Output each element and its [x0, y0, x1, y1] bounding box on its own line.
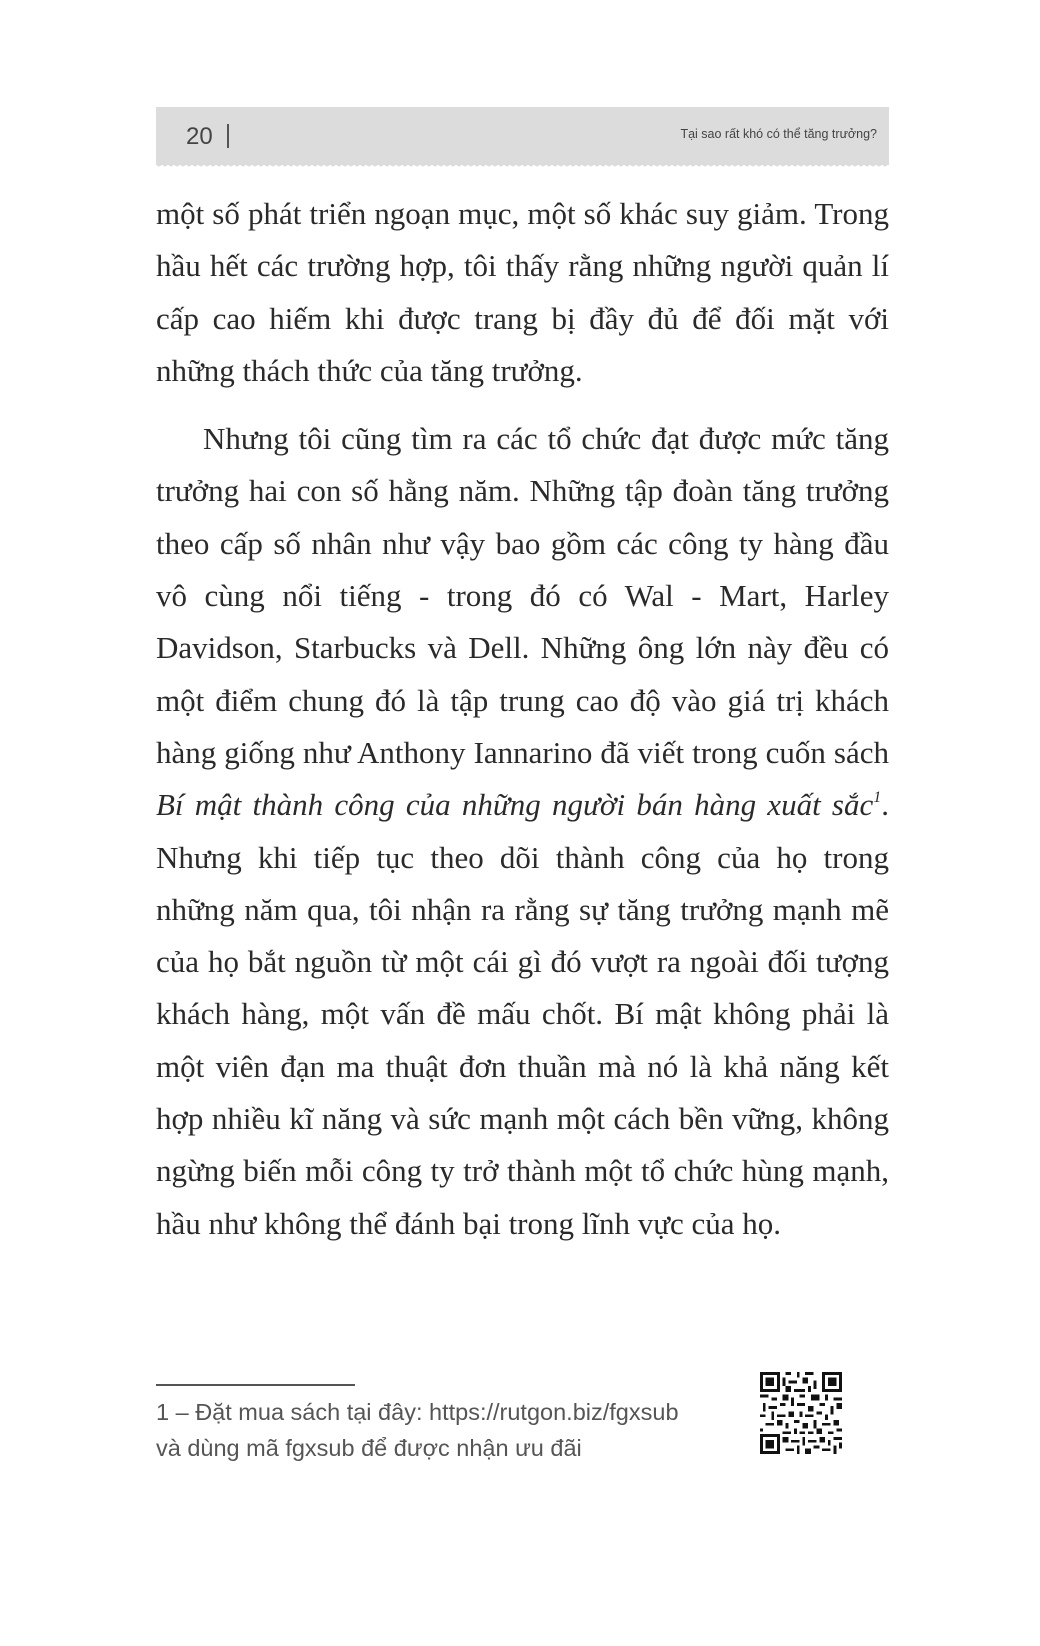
header-divider	[227, 124, 229, 148]
body-text	[156, 188, 889, 1250]
footnote-line-2: và dùng mã fgxsub để được nhận ưu đãi	[156, 1435, 582, 1461]
qr-code-icon	[760, 1372, 842, 1454]
running-title: Tại sao rất khó có thể tăng trưởng?	[680, 127, 877, 141]
page-number: 20	[186, 123, 213, 150]
footnote-divider	[156, 1384, 355, 1386]
footnote	[156, 1394, 756, 1466]
paragraph-1: một số phát triển ngoạn mục, một số khác suy giảm. Trong hầu hết các trường hợp, tôi thấy rằng những người quản lí cấp cao hiếm khi được trang bị đầy đủ để đối mặt với những thách thức của tăng trưởng.	[156, 196, 889, 388]
footnote-line-1: 1 – Đặt mua sách tại đây: https://rutgon.biz/fgxsub	[156, 1399, 679, 1425]
paragraph-2	[156, 413, 889, 1250]
paragraph-2-part-2: . Nhưng khi tiếp tục theo dõi thành công của họ trong những năm qua, tôi nhận ra rằng sự tăng trưởng mạnh mẽ của họ bắt nguồn từ một cái gì đó vượt ra ngoài đối tượng khách hàng, một vấn đề mấu chốt. Bí mật không phải là một viên đạn ma thuật đơn thuần mà nó là khả năng kết hợp nhiều kĩ năng và sức mạnh một cách bền vững, không ngừng biến mỗi công ty trở thành một tổ chức hùng mạnh, hầu như không thể đánh bại trong lĩnh vực của họ.	[156, 787, 889, 1241]
book-title: Bí mật thành công của những người bán hàng xuất sắc	[156, 787, 874, 823]
paragraph-2-part-1: Nhưng tôi cũng tìm ra các tổ chức đạt được mức tăng trưởng hai con số hằng năm. Những tập đoàn tăng trưởng theo cấp số nhân như vậy bao gồm các công ty hàng đầu vô cùng nổi tiếng - trong đó có Wal - Mart, Harley Davidson, Starbucks và Dell. Những ông lớn này đều có một điểm chung đó là tập trung cao độ vào giá trị khách hàng giống như Anthony Iannarino đã viết trong cuốn sách	[156, 421, 889, 770]
running-header	[156, 107, 889, 165]
footnote-reference: 1	[873, 789, 882, 807]
